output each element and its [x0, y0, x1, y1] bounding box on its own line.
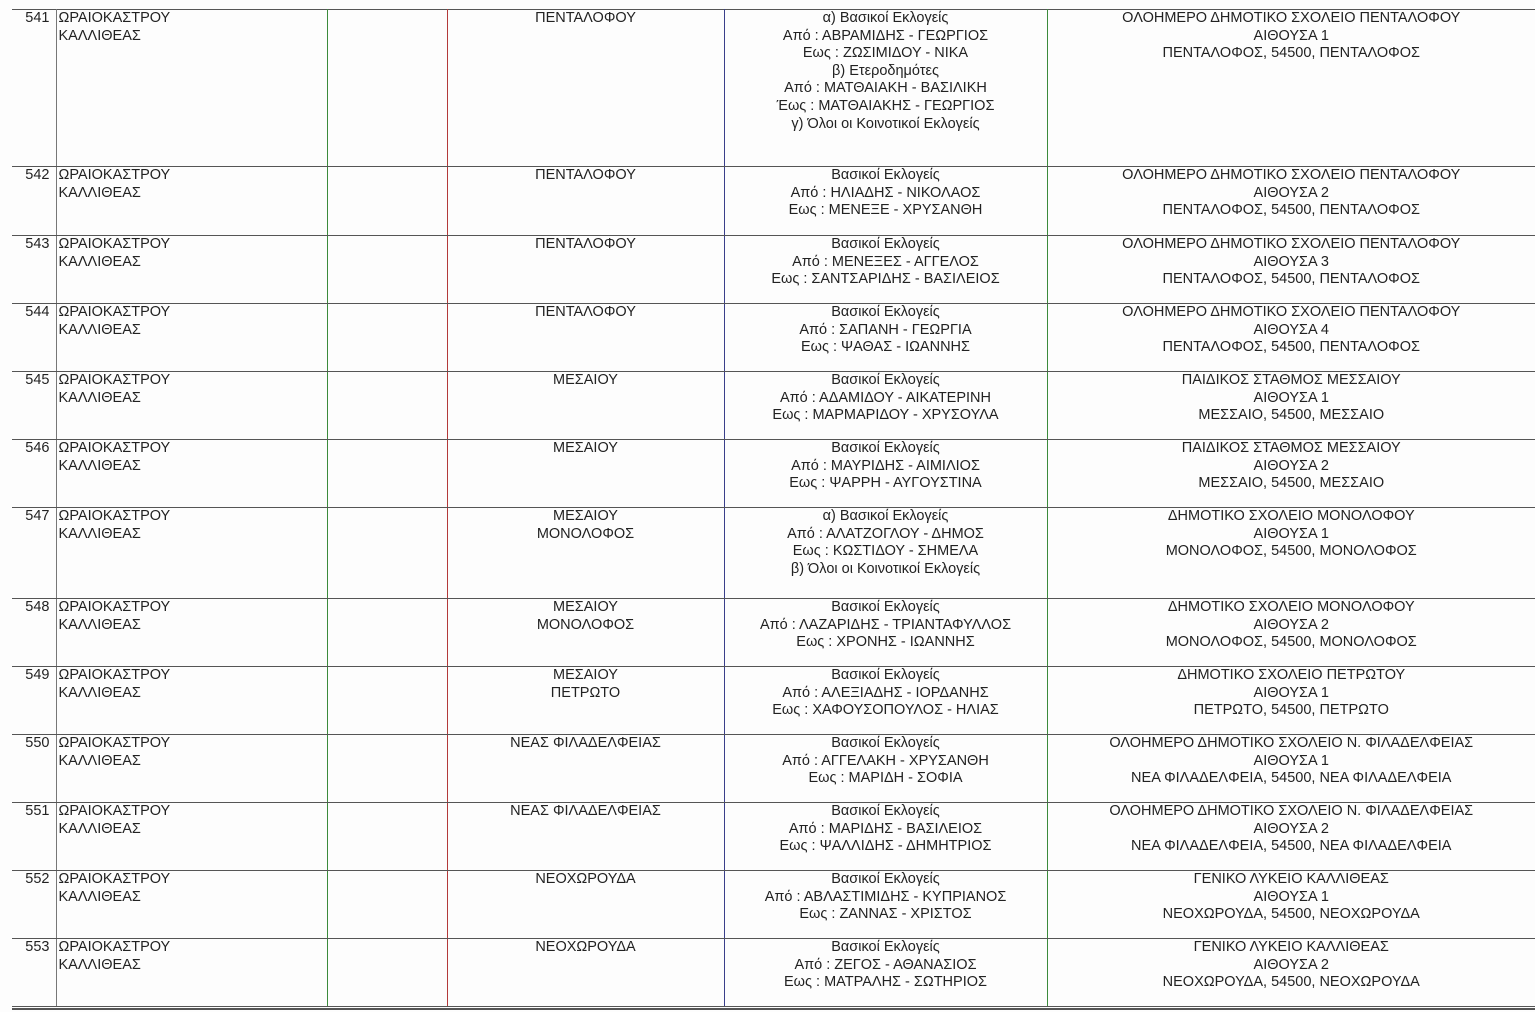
municipality-cell: [56, 508, 327, 599]
municipality-line: ΩΡΑΙΟΚΑΣΤΡΟΥ: [58, 735, 171, 751]
municipality-line: ΚΑΛΛΙΘΕΑΣ: [58, 752, 141, 769]
place-line: ΜΕΣΣΑΙΟ, 54500, ΜΕΣΣΑΙΟ: [1198, 407, 1385, 424]
municipality-cell: [56, 939, 327, 1007]
voters-range-cell: [724, 871, 1047, 939]
voters-line: Από : ΜΑΡΙΔΗΣ - ΒΑΣΙΛΕΙΟΣ: [788, 820, 983, 837]
place-line: ΑΙΘΟΥΣΑ 1: [1253, 27, 1329, 44]
empty-cell: [327, 372, 447, 440]
place-line: ΠΑΙΔΙΚΟΣ ΣΤΑΘΜΟΣ ΜΕΣΣΑΙΟΥ: [1181, 372, 1401, 388]
voters-line: Εως : ΖΩΣΙΜΙΔΟΥ - ΝΙΚΑ: [802, 45, 969, 62]
voters-range-cell: [724, 939, 1047, 1007]
station-number-text: 541: [25, 10, 50, 26]
district-cell: [447, 10, 724, 167]
place-line: ΑΙΘΟΥΣΑ 4: [1253, 321, 1329, 338]
table-row: [12, 599, 1535, 667]
district-line: ΠΕΝΤΑΛΟΦΟΥ: [535, 236, 636, 252]
empty-cell: [327, 508, 447, 599]
table-row: [12, 871, 1535, 939]
station-number: [12, 735, 56, 803]
voters-line: Εως : ΖΑΝΝΑΣ - ΧΡΙΣΤΟΣ: [799, 906, 972, 923]
empty-cell: [327, 735, 447, 803]
polling-place-cell: [1047, 803, 1535, 871]
municipality-cell: [56, 871, 327, 939]
empty-cell: [327, 939, 447, 1007]
municipality-line: ΚΑΛΛΙΘΕΑΣ: [58, 888, 141, 905]
voters-line: Βασικοί Εκλογείς: [831, 372, 940, 388]
municipality-line: ΚΑΛΛΙΘΕΑΣ: [58, 27, 141, 44]
polling-place-cell: [1047, 939, 1535, 1007]
municipality-line: ΩΡΑΙΟΚΑΣΤΡΟΥ: [58, 10, 171, 26]
place-line: ΑΙΘΟΥΣΑ 1: [1253, 684, 1329, 701]
voters-line: Βασικοί Εκλογείς: [831, 871, 940, 887]
voters-line: Βασικοί Εκλογείς: [831, 735, 940, 751]
polling-place-cell: [1047, 372, 1535, 440]
district-line: ΠΕΝΤΑΛΟΦΟΥ: [535, 167, 636, 183]
place-line: ΜΟΝΟΛΟΦΟΣ, 54500, ΜΟΝΟΛΟΦΟΣ: [1165, 543, 1417, 560]
polling-place-cell: [1047, 508, 1535, 599]
place-line: ΓΕΝΙΚΟ ΛΥΚΕΙΟ ΚΑΛΛΙΘΕΑΣ: [1193, 939, 1389, 955]
polling-place-cell: [1047, 440, 1535, 508]
voters-line: Εως : ΧΑΦΟΥΣΟΠΟΥΛΟΣ - ΗΛΙΑΣ: [772, 702, 999, 719]
district-line: ΜΕΣΑΙΟΥ: [553, 440, 618, 456]
place-line: ΠΕΝΤΑΛΟΦΟΣ, 54500, ΠΕΝΤΑΛΟΦΟΣ: [1162, 202, 1420, 219]
place-line: ΑΙΘΟΥΣΑ 1: [1253, 525, 1329, 542]
station-number: [12, 304, 56, 372]
empty-cell: [327, 667, 447, 735]
voters-line: Από : ΑΔΑΜΙΔΟΥ - ΑΙΚΑΤΕΡΙΝΗ: [780, 389, 991, 406]
municipality-line: ΩΡΑΙΟΚΑΣΤΡΟΥ: [58, 236, 171, 252]
place-line: ΑΙΘΟΥΣΑ 1: [1253, 888, 1329, 905]
voters-line: γ) Όλοι οι Κοινοτικοί Εκλογείς: [791, 115, 980, 132]
station-number: [12, 508, 56, 599]
table-row: [12, 10, 1535, 167]
district-cell: [447, 236, 724, 304]
place-line: ΜΟΝΟΛΟΦΟΣ, 54500, ΜΟΝΟΛΟΦΟΣ: [1165, 634, 1417, 651]
voters-line: Από : ΑΛΑΤΖΟΓΛΟΥ - ΔΗΜΟΣ: [787, 525, 984, 542]
place-line: ΓΕΝΙΚΟ ΛΥΚΕΙΟ ΚΑΛΛΙΘΕΑΣ: [1193, 871, 1389, 887]
municipality-line: ΩΡΑΙΟΚΑΣΤΡΟΥ: [58, 508, 171, 524]
municipality-line: ΚΑΛΛΙΘΕΑΣ: [58, 321, 141, 338]
voters-line: Από : ΜΑΤΘΑΙΑΚΗ - ΒΑΣΙΛΙΚΗ: [784, 80, 987, 97]
district-cell: [447, 508, 724, 599]
district-cell: [447, 939, 724, 1007]
district-line: ΝΕΑΣ ΦΙΛΑΔΕΛΦΕΙΑΣ: [510, 803, 661, 819]
place-line: ΔΗΜΟΤΙΚΟ ΣΧΟΛΕΙΟ ΜΟΝΟΛΟΦΟΥ: [1167, 599, 1415, 615]
place-line: ΠΕΝΤΑΛΟΦΟΣ, 54500, ΠΕΝΤΑΛΟΦΟΣ: [1162, 45, 1420, 62]
place-line: ΑΙΘΟΥΣΑ 2: [1253, 184, 1329, 201]
place-line: ΠΕΤΡΩΤΟ, 54500, ΠΕΤΡΩΤΟ: [1193, 702, 1389, 719]
municipality-line: ΚΑΛΛΙΘΕΑΣ: [58, 253, 141, 270]
empty-cell: [327, 871, 447, 939]
station-number: [12, 236, 56, 304]
municipality-cell: [56, 440, 327, 508]
station-number: [12, 167, 56, 236]
voters-line: Βασικοί Εκλογείς: [831, 304, 940, 320]
station-number-text: 543: [25, 236, 50, 252]
station-number-text: 552: [25, 871, 50, 887]
voters-line: Βασικοί Εκλογείς: [831, 599, 940, 615]
district-line: ΜΕΣΑΙΟΥ: [553, 508, 618, 524]
voters-range-cell: [724, 667, 1047, 735]
station-number: [12, 10, 56, 167]
district-line: ΝΕΑΣ ΦΙΛΑΔΕΛΦΕΙΑΣ: [510, 735, 661, 751]
polling-place-cell: [1047, 871, 1535, 939]
voters-line: Εως : ΚΩΣΤΙΔΟΥ - ΣΗΜΕΛΑ: [792, 543, 979, 560]
table-body: [12, 10, 1535, 1007]
municipality-line: ΩΡΑΙΟΚΑΣΤΡΟΥ: [58, 939, 171, 955]
place-line: ΝΕΟΧΩΡΟΥΔΑ, 54500, ΝΕΟΧΩΡΟΥΔΑ: [1162, 974, 1420, 991]
polling-place-cell: [1047, 599, 1535, 667]
municipality-line: ΩΡΑΙΟΚΑΣΤΡΟΥ: [58, 167, 171, 183]
station-number: [12, 803, 56, 871]
voters-range-cell: [724, 508, 1047, 599]
voters-line: Βασικοί Εκλογείς: [831, 803, 940, 819]
station-number-text: 545: [25, 372, 50, 388]
polling-place-cell: [1047, 735, 1535, 803]
polling-place-cell: [1047, 236, 1535, 304]
municipality-cell: [56, 304, 327, 372]
polling-place-cell: [1047, 667, 1535, 735]
place-line: ΟΛΟΗΜΕΡΟ ΔΗΜΟΤΙΚΟ ΣΧΟΛΕΙΟ Ν. ΦΙΛΑΔΕΛΦΕΙΑΣ: [1109, 735, 1474, 751]
station-number-text: 549: [25, 667, 50, 683]
voters-line: Εως : ΜΑΡΜΑΡΙΔΟΥ - ΧΡΥΣΟΥΛΑ: [772, 407, 999, 424]
station-number-text: 548: [25, 599, 50, 615]
station-number-text: 551: [25, 803, 50, 819]
voters-line: Από : ΑΒΡΑΜΙΔΗΣ - ΓΕΩΡΓΙΟΣ: [782, 27, 989, 44]
table-row: [12, 803, 1535, 871]
voters-range-cell: [724, 236, 1047, 304]
station-number: [12, 372, 56, 440]
district-cell: [447, 735, 724, 803]
empty-cell: [327, 440, 447, 508]
voters-line: Από : ΗΛΙΑΔΗΣ - ΝΙΚΟΛΑΟΣ: [790, 184, 981, 201]
district-cell: [447, 372, 724, 440]
voters-range-cell: [724, 440, 1047, 508]
station-number-text: 547: [25, 508, 50, 524]
empty-cell: [327, 236, 447, 304]
empty-cell: [327, 599, 447, 667]
district-line: ΝΕΟΧΩΡΟΥΔΑ: [535, 871, 636, 887]
municipality-line: ΩΡΑΙΟΚΑΣΤΡΟΥ: [58, 667, 171, 683]
empty-cell: [327, 10, 447, 167]
district-cell: [447, 599, 724, 667]
voters-line: Εως : ΨΑΘΑΣ - ΙΩΑΝΝΗΣ: [800, 339, 970, 356]
voters-line: Έως : ΜΑΤΘΑΙΑΚΗΣ - ΓΕΩΡΓΙΟΣ: [776, 97, 995, 114]
empty-cell: [327, 803, 447, 871]
station-number-text: 544: [25, 304, 50, 320]
district-line: ΠΕΝΤΑΛΟΦΟΥ: [535, 304, 636, 320]
municipality-line: ΚΑΛΛΙΘΕΑΣ: [58, 616, 141, 633]
place-line: ΠΕΝΤΑΛΟΦΟΣ, 54500, ΠΕΝΤΑΛΟΦΟΣ: [1162, 271, 1420, 288]
voters-line: α) Βασικοί Εκλογείς: [822, 10, 949, 26]
station-number: [12, 871, 56, 939]
place-line: ΟΛΟΗΜΕΡΟ ΔΗΜΟΤΙΚΟ ΣΧΟΛΕΙΟ ΠΕΝΤΑΛΟΦΟΥ: [1122, 167, 1461, 183]
station-number-text: 550: [25, 735, 50, 751]
voters-line: Από : ΛΑΖΑΡΙΔΗΣ - ΤΡΙΑΝΤΑΦΥΛΛΟΣ: [759, 616, 1012, 633]
place-line: ΝΕΑ ΦΙΛΑΔΕΛΦΕΙΑ, 54500, ΝΕΑ ΦΙΛΑΔΕΛΦΕΙΑ: [1131, 770, 1452, 787]
voters-line: Βασικοί Εκλογείς: [831, 667, 940, 683]
empty-cell: [327, 167, 447, 236]
municipality-line: ΩΡΑΙΟΚΑΣΤΡΟΥ: [58, 440, 171, 456]
place-line: ΑΙΘΟΥΣΑ 2: [1253, 616, 1329, 633]
table-row: [12, 939, 1535, 1007]
district-line: ΜΟΝΟΛΟΦΟΣ: [536, 616, 635, 633]
voters-line: Βασικοί Εκλογείς: [831, 236, 940, 252]
station-number: [12, 440, 56, 508]
municipality-line: ΩΡΑΙΟΚΑΣΤΡΟΥ: [58, 372, 171, 388]
voters-range-cell: [724, 735, 1047, 803]
station-number: [12, 599, 56, 667]
place-line: ΟΛΟΗΜΕΡΟ ΔΗΜΟΤΙΚΟ ΣΧΟΛΕΙΟ Ν. ΦΙΛΑΔΕΛΦΕΙΑΣ: [1109, 803, 1474, 819]
municipality-cell: [56, 667, 327, 735]
station-number: [12, 667, 56, 735]
voters-line: Βασικοί Εκλογείς: [831, 939, 940, 955]
place-line: ΝΕΑ ΦΙΛΑΔΕΛΦΕΙΑ, 54500, ΝΕΑ ΦΙΛΑΔΕΛΦΕΙΑ: [1131, 838, 1452, 855]
voters-line: Εως : ΨΑΡΡΗ - ΑΥΓΟΥΣΤΙΝΑ: [789, 475, 982, 492]
voters-line: β) Όλοι οι Κοινοτικοί Εκλογείς: [790, 560, 981, 577]
district-line: ΜΕΣΑΙΟΥ: [553, 667, 618, 683]
station-number-text: 542: [25, 167, 50, 183]
voters-line: Από : ΑΛΕΞΙΑΔΗΣ - ΙΟΡΔΑΝΗΣ: [782, 684, 989, 701]
district-cell: [447, 167, 724, 236]
municipality-line: ΚΑΛΛΙΘΕΑΣ: [58, 684, 141, 701]
district-cell: [447, 667, 724, 735]
place-line: ΑΙΘΟΥΣΑ 2: [1253, 820, 1329, 837]
voters-line: Από : ΜΕΝΕΞΕΣ - ΑΓΓΕΛΟΣ: [792, 253, 979, 270]
polling-place-cell: [1047, 167, 1535, 236]
voters-line: Εως : ΜΕΝΕΞΕ - ΧΡΥΣΑΝΘΗ: [788, 202, 983, 219]
district-cell: [447, 304, 724, 372]
municipality-line: ΚΑΛΛΙΘΕΑΣ: [58, 184, 141, 201]
voters-line: Βασικοί Εκλογείς: [831, 167, 940, 183]
station-number-text: 546: [25, 440, 50, 456]
voters-line: β) Ετεροδημότες: [832, 62, 939, 79]
district-line: ΠΕΝΤΑΛΟΦΟΥ: [535, 10, 636, 26]
voters-range-cell: [724, 167, 1047, 236]
district-cell: [447, 803, 724, 871]
municipality-cell: [56, 735, 327, 803]
place-line: ΠΕΝΤΑΛΟΦΟΣ, 54500, ΠΕΝΤΑΛΟΦΟΣ: [1162, 339, 1420, 356]
place-line: ΑΙΘΟΥΣΑ 2: [1253, 457, 1329, 474]
voters-range-cell: [724, 10, 1047, 167]
polling-stations-table: [12, 9, 1535, 1007]
municipality-line: ΚΑΛΛΙΘΕΑΣ: [58, 956, 141, 973]
municipality-cell: [56, 236, 327, 304]
table-row: [12, 508, 1535, 599]
municipality-line: ΚΑΛΛΙΘΕΑΣ: [58, 389, 141, 406]
table-row: [12, 236, 1535, 304]
voters-line: α) Βασικοί Εκλογείς: [822, 508, 949, 524]
municipality-cell: [56, 803, 327, 871]
table-row: [12, 440, 1535, 508]
voters-range-cell: [724, 599, 1047, 667]
place-line: ΔΗΜΟΤΙΚΟ ΣΧΟΛΕΙΟ ΜΟΝΟΛΟΦΟΥ: [1167, 508, 1415, 524]
municipality-cell: [56, 372, 327, 440]
voters-line: Από : ΜΑΥΡΙΔΗΣ - ΑΙΜΙΛΙΟΣ: [791, 457, 980, 474]
station-number-text: 553: [25, 939, 50, 955]
place-line: ΑΙΘΟΥΣΑ 3: [1253, 253, 1329, 270]
voters-line: Από : ΑΒΛΑΣΤΙΜΙΔΗΣ - ΚΥΠΡΙΑΝΟΣ: [764, 888, 1007, 905]
place-line: ΜΕΣΣΑΙΟ, 54500, ΜΕΣΣΑΙΟ: [1198, 475, 1385, 492]
voters-range-cell: [724, 372, 1047, 440]
bottom-rule: [12, 1008, 1535, 1010]
district-cell: [447, 440, 724, 508]
voters-line: Εως : ΧΡΟΝΗΣ - ΙΩΑΝΝΗΣ: [796, 634, 975, 651]
municipality-cell: [56, 167, 327, 236]
voters-line: Εως : ΜΑΡΙΔΗ - ΣΟΦΙΑ: [808, 770, 963, 787]
table-row: [12, 735, 1535, 803]
municipality-line: ΩΡΑΙΟΚΑΣΤΡΟΥ: [58, 803, 171, 819]
voters-range-cell: [724, 803, 1047, 871]
district-line: ΜΟΝΟΛΟΦΟΣ: [536, 525, 635, 542]
place-line: ΑΙΘΟΥΣΑ 1: [1253, 389, 1329, 406]
table-row: [12, 167, 1535, 236]
place-line: ΟΛΟΗΜΕΡΟ ΔΗΜΟΤΙΚΟ ΣΧΟΛΕΙΟ ΠΕΝΤΑΛΟΦΟΥ: [1122, 304, 1461, 320]
municipality-line: ΚΑΛΛΙΘΕΑΣ: [58, 820, 141, 837]
place-line: ΠΑΙΔΙΚΟΣ ΣΤΑΘΜΟΣ ΜΕΣΣΑΙΟΥ: [1181, 440, 1401, 456]
voters-line: Εως : ΨΑΛΛΙΔΗΣ - ΔΗΜΗΤΡΙΟΣ: [779, 838, 992, 855]
place-line: ΟΛΟΗΜΕΡΟ ΔΗΜΟΤΙΚΟ ΣΧΟΛΕΙΟ ΠΕΝΤΑΛΟΦΟΥ: [1122, 10, 1461, 26]
place-line: ΑΙΘΟΥΣΑ 1: [1253, 752, 1329, 769]
table-row: [12, 372, 1535, 440]
municipality-line: ΚΑΛΛΙΘΕΑΣ: [58, 457, 141, 474]
district-line: ΜΕΣΑΙΟΥ: [553, 372, 618, 388]
municipality-line: ΩΡΑΙΟΚΑΣΤΡΟΥ: [58, 871, 171, 887]
district-line: ΝΕΟΧΩΡΟΥΔΑ: [535, 939, 636, 955]
place-line: ΟΛΟΗΜΕΡΟ ΔΗΜΟΤΙΚΟ ΣΧΟΛΕΙΟ ΠΕΝΤΑΛΟΦΟΥ: [1122, 236, 1461, 252]
voters-range-cell: [724, 304, 1047, 372]
place-line: ΝΕΟΧΩΡΟΥΔΑ, 54500, ΝΕΟΧΩΡΟΥΔΑ: [1162, 906, 1420, 923]
table-row: [12, 667, 1535, 735]
district-line: ΠΕΤΡΩΤΟ: [550, 684, 621, 701]
voters-line: Εως : ΣΑΝΤΣΑΡΙΔΗΣ - ΒΑΣΙΛΕΙΟΣ: [771, 271, 1000, 288]
district-line: ΜΕΣΑΙΟΥ: [553, 599, 618, 615]
table-row: [12, 304, 1535, 372]
voters-line: Από : ΑΓΓΕΛΑΚΗ - ΧΡΥΣΑΝΘΗ: [782, 752, 989, 769]
municipality-cell: [56, 599, 327, 667]
polling-place-cell: [1047, 304, 1535, 372]
voters-line: Από : ΣΑΠΑΝΗ - ΓΕΩΡΓΙΑ: [799, 321, 972, 338]
municipality-line: ΩΡΑΙΟΚΑΣΤΡΟΥ: [58, 599, 171, 615]
place-line: ΔΗΜΟΤΙΚΟ ΣΧΟΛΕΙΟ ΠΕΤΡΩΤΟΥ: [1177, 667, 1406, 683]
municipality-line: ΩΡΑΙΟΚΑΣΤΡΟΥ: [58, 304, 171, 320]
station-number: [12, 939, 56, 1007]
polling-place-cell: [1047, 10, 1535, 167]
district-cell: [447, 871, 724, 939]
voters-line: Από : ΖΕΓΟΣ - ΑΘΑΝΑΣΙΟΣ: [794, 956, 977, 973]
voters-line: Εως : ΜΑΤΡΑΛΗΣ - ΣΩΤΗΡΙΟΣ: [784, 974, 987, 991]
municipality-line: ΚΑΛΛΙΘΕΑΣ: [58, 525, 141, 542]
place-line: ΑΙΘΟΥΣΑ 2: [1253, 956, 1329, 973]
empty-cell: [327, 304, 447, 372]
voters-line: Βασικοί Εκλογείς: [831, 440, 940, 456]
municipality-cell: [56, 10, 327, 167]
